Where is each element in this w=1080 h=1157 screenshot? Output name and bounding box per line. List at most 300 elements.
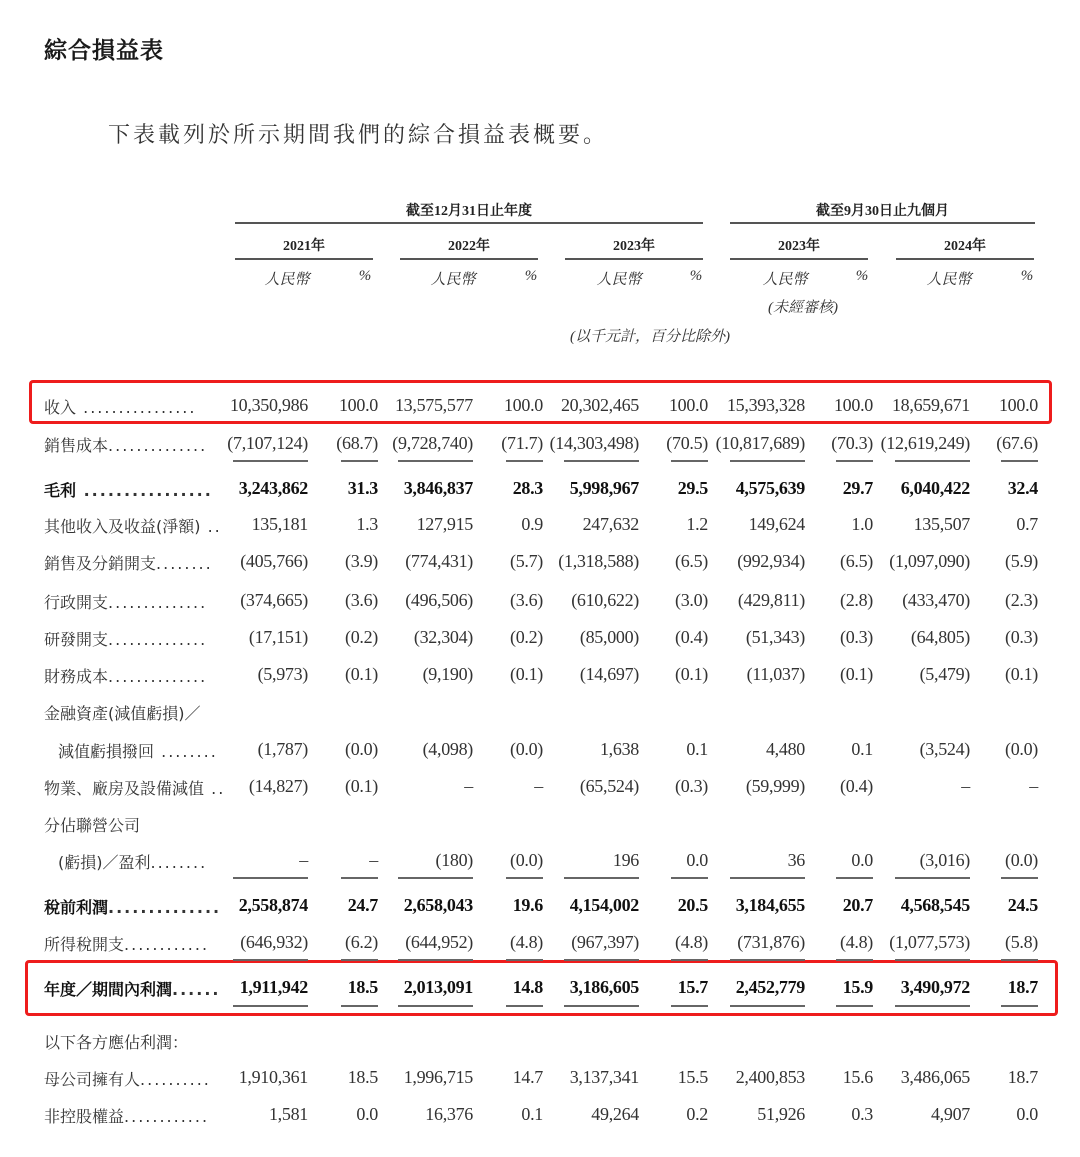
row-label <box>44 977 220 1000</box>
table-row <box>0 433 1080 463</box>
percent-cell: (5.9) <box>1005 551 1038 571</box>
row-label-text: 銷售及分銷開支 <box>44 554 157 573</box>
underline <box>341 460 378 462</box>
percent-cell: (2.3) <box>1005 590 1038 610</box>
percent-cell: (0.3) <box>840 627 873 647</box>
period-header-2021: 2021年 <box>283 239 325 254</box>
row-label-text: 金融資產(減值虧損)／ <box>44 704 201 723</box>
percent-cell: (0.0) <box>345 739 378 759</box>
amount-cell: 13,575,577 <box>394 395 473 415</box>
amount-cell: (5,479) <box>919 664 970 684</box>
percent-cell: (6.5) <box>840 551 873 571</box>
percent-cell: (0.2) <box>345 627 378 647</box>
percent-cell: (6.5) <box>675 551 708 571</box>
amount-cell: (967,397) <box>571 932 639 952</box>
amount-cell: (11,037) <box>746 664 805 684</box>
row-label <box>44 395 196 418</box>
amount-cell: 5,998,967 <box>569 478 639 498</box>
percent-cell: (0.1) <box>840 664 873 684</box>
amount-cell: 18,659,671 <box>891 395 970 415</box>
percent-cell: 0.7 <box>1016 514 1038 534</box>
underline <box>671 877 708 879</box>
amount-cell: (774,431) <box>405 551 473 571</box>
row-label <box>44 932 209 955</box>
percent-cell: (70.5) <box>666 433 708 453</box>
percent-cell: 24.7 <box>347 895 378 915</box>
underline <box>671 959 708 961</box>
percent-cell: 18.7 <box>1007 977 1038 997</box>
percent-cell: 1.0 <box>851 514 873 534</box>
percent-cell: (0.1) <box>510 664 543 684</box>
amount-cell: – <box>299 850 308 870</box>
percent-cell: – <box>534 776 543 796</box>
underline <box>730 1005 805 1007</box>
percent-cell: (3.0) <box>675 590 708 610</box>
amount-cell: (1,318,588) <box>558 551 639 571</box>
amount-cell: 127,915 <box>416 514 473 534</box>
amount-cell: 3,846,837 <box>403 478 473 498</box>
header-annual-group: 截至12月31日止年度 <box>406 204 532 219</box>
amount-cell: (3,016) <box>919 850 970 870</box>
percent-cell: (5.8) <box>1005 932 1038 952</box>
percent-cell: (5.7) <box>510 551 543 571</box>
percent-cell: (3.6) <box>345 590 378 610</box>
header-nine-month-group: 截至9月30日止九個月 <box>816 204 949 219</box>
period-divider <box>235 258 373 260</box>
period-divider <box>730 258 868 260</box>
row-label <box>44 813 140 836</box>
row-label <box>44 1030 188 1053</box>
underline <box>398 959 473 961</box>
amount-cell: 2,400,853 <box>735 1067 805 1087</box>
underline <box>398 460 473 462</box>
amount-cell: 10,350,986 <box>229 395 308 415</box>
row-label-text: 研發開支 <box>44 630 109 649</box>
percent-cell: (0.1) <box>1005 664 1038 684</box>
percent-cell: 28.3 <box>512 478 543 498</box>
amount-cell: (9,728,740) <box>392 433 473 453</box>
table-row <box>0 627 1080 657</box>
amount-cell: 2,452,779 <box>735 977 805 997</box>
row-label <box>44 895 221 918</box>
amount-cell: 4,480 <box>765 739 805 759</box>
amount-cell: (65,524) <box>579 776 639 796</box>
leader-dots: .............. <box>108 593 208 612</box>
row-label <box>44 433 207 456</box>
amount-cell: (496,506) <box>405 590 473 610</box>
amount-cell: 1,911,942 <box>239 977 308 997</box>
amount-cell: (59,999) <box>745 776 805 796</box>
amount-cell: (610,622) <box>571 590 639 610</box>
row-label-text: 收入 <box>44 398 77 417</box>
amount-cell: (14,827) <box>248 776 308 796</box>
percent-cell: (0.4) <box>675 627 708 647</box>
row-label-text: 財務成本 <box>44 667 109 686</box>
amount-cell: – <box>961 776 970 796</box>
percent-cell: (6.2) <box>345 932 378 952</box>
underline <box>730 959 805 961</box>
amount-cell: (1,077,573) <box>889 932 970 952</box>
underline <box>836 959 873 961</box>
percent-label: % <box>524 268 538 284</box>
row-label <box>44 590 207 613</box>
underline <box>506 1005 543 1007</box>
amount-cell: (374,665) <box>240 590 308 610</box>
table-row <box>0 590 1080 620</box>
amount-cell: 1,638 <box>599 739 639 759</box>
percent-label: % <box>1020 268 1034 284</box>
percent-cell: (0.1) <box>345 776 378 796</box>
row-label-text: 分佔聯營公司 <box>44 816 141 835</box>
amount-cell: 2,658,043 <box>403 895 473 915</box>
amount-cell: 196 <box>612 850 639 870</box>
percent-cell: 0.1 <box>521 1104 543 1124</box>
amount-cell: 4,907 <box>930 1104 970 1124</box>
amount-cell: 1,996,715 <box>403 1067 473 1087</box>
amount-cell: (731,876) <box>737 932 805 952</box>
amount-cell: 135,181 <box>251 514 308 534</box>
row-label-text: 所得稅開支 <box>44 935 125 954</box>
amount-cell: 1,910,361 <box>238 1067 308 1087</box>
underline <box>341 877 378 879</box>
amount-cell: (3,524) <box>919 739 970 759</box>
percent-cell: 15.5 <box>677 1067 708 1087</box>
percent-cell: 14.8 <box>512 977 543 997</box>
underline <box>895 959 970 961</box>
header-divider <box>235 222 703 224</box>
amount-cell: 3,184,655 <box>735 895 805 915</box>
amount-cell: 4,154,002 <box>569 895 639 915</box>
amount-cell: 6,040,422 <box>900 478 970 498</box>
percent-cell: (0.0) <box>510 739 543 759</box>
underline <box>836 877 873 879</box>
amount-cell: (51,343) <box>745 627 805 647</box>
table-row <box>0 701 1080 731</box>
period-divider <box>896 258 1034 260</box>
percent-cell: (68.7) <box>336 433 378 453</box>
amount-cell: 1,581 <box>268 1104 308 1124</box>
row-label-text: 行政開支 <box>44 593 109 612</box>
amount-cell: (1,097,090) <box>889 551 970 571</box>
percent-cell: 1.2 <box>686 514 708 534</box>
amount-cell: (14,303,498) <box>549 433 639 453</box>
amount-cell: (17,151) <box>248 627 308 647</box>
percent-cell: 24.5 <box>1007 895 1038 915</box>
percent-cell: (71.7) <box>501 433 543 453</box>
underline <box>341 1005 378 1007</box>
underline <box>895 460 970 462</box>
percent-cell: 1.3 <box>356 514 378 534</box>
amount-cell: 247,632 <box>582 514 639 534</box>
percent-cell: 100.0 <box>998 395 1038 415</box>
leader-dots: .............. <box>108 898 222 917</box>
underline <box>671 1005 708 1007</box>
underline <box>671 460 708 462</box>
table-row <box>0 664 1080 694</box>
underline <box>1001 460 1038 462</box>
amount-cell: 149,624 <box>748 514 805 534</box>
row-label-text: 其他收入及收益(淨額) <box>44 517 201 536</box>
period-divider <box>565 258 703 260</box>
percent-cell: – <box>369 850 378 870</box>
period-header-2022: 2022年 <box>448 239 490 254</box>
amount-cell: (9,190) <box>422 664 473 684</box>
page-title: 綜合損益表 <box>44 38 164 64</box>
underline <box>398 877 473 879</box>
amount-cell: 15,393,328 <box>726 395 805 415</box>
underline <box>895 877 970 879</box>
percent-label: % <box>855 268 869 284</box>
underline <box>730 877 805 879</box>
percent-cell: 19.6 <box>512 895 543 915</box>
percent-cell: 20.7 <box>842 895 873 915</box>
row-label <box>44 776 225 799</box>
units-note: (以千元計，百分比除外) <box>570 329 730 345</box>
underline <box>564 959 639 961</box>
percent-cell: 100.0 <box>668 395 708 415</box>
underline <box>564 460 639 462</box>
leader-dots: .............. <box>108 667 208 686</box>
percent-cell: 0.1 <box>686 739 708 759</box>
percent-cell: (0.0) <box>510 850 543 870</box>
underline <box>233 1005 308 1007</box>
underline <box>506 959 543 961</box>
percent-cell: (0.3) <box>675 776 708 796</box>
leader-dots: ........ <box>154 742 218 761</box>
percent-cell: 0.0 <box>1016 1104 1038 1124</box>
row-label <box>44 551 213 574</box>
percent-cell: (4.8) <box>510 932 543 952</box>
underline <box>1001 1005 1038 1007</box>
amount-cell: (646,932) <box>240 932 308 952</box>
underline <box>398 1005 473 1007</box>
amount-cell: (644,952) <box>405 932 473 952</box>
table-row <box>0 776 1080 806</box>
amount-cell: (405,766) <box>240 551 308 571</box>
row-label <box>44 664 207 687</box>
period-header-2023: 2023年 <box>613 239 655 254</box>
unaudited-note: (未經審核) <box>768 300 838 316</box>
amount-cell: (14,697) <box>579 664 639 684</box>
percent-cell: 18.5 <box>347 977 378 997</box>
row-label-text: 減值虧損撥回 <box>58 742 155 761</box>
row-label-text: 稅前利潤 <box>44 898 109 917</box>
amount-cell: (64,805) <box>910 627 970 647</box>
table-row <box>0 850 1080 880</box>
header-divider <box>730 222 1035 224</box>
table-row <box>0 813 1080 843</box>
currency-label: 人民幣 <box>926 272 972 288</box>
percent-cell: (4.8) <box>675 932 708 952</box>
percent-cell: – <box>1029 776 1038 796</box>
underline <box>836 460 873 462</box>
percent-cell: (0.4) <box>840 776 873 796</box>
amount-cell: 135,507 <box>913 514 970 534</box>
percent-cell: 0.0 <box>686 850 708 870</box>
currency-label: 人民幣 <box>264 272 310 288</box>
leader-dots: .......... <box>140 1070 211 1089</box>
row-label-text: (虧損)／盈利 <box>58 853 151 872</box>
percent-cell: (0.1) <box>675 664 708 684</box>
table-row <box>0 1104 1080 1134</box>
intro-text: 下表載列於所示期間我們的綜合損益表概要。 <box>108 123 609 148</box>
amount-cell: 51,926 <box>757 1104 805 1124</box>
percent-cell: 29.5 <box>677 478 708 498</box>
row-label <box>44 478 213 501</box>
table-row <box>0 932 1080 962</box>
leader-dots: .............. <box>108 436 208 455</box>
amount-cell: 3,243,862 <box>238 478 308 498</box>
percent-cell: (3.9) <box>345 551 378 571</box>
amount-cell: 16,376 <box>425 1104 473 1124</box>
currency-label: 人民幣 <box>762 272 808 288</box>
percent-cell: 0.1 <box>851 739 873 759</box>
table-row <box>0 551 1080 581</box>
underline <box>233 460 308 462</box>
percent-cell: 31.3 <box>347 478 378 498</box>
row-label-text: 以下各方應佔利潤： <box>44 1033 189 1052</box>
table-row <box>0 739 1080 769</box>
table-row <box>0 1030 1080 1060</box>
amount-cell: (433,470) <box>902 590 970 610</box>
underline <box>506 460 543 462</box>
percent-cell: (70.3) <box>831 433 873 453</box>
row-label <box>44 1067 211 1090</box>
percent-cell: (67.6) <box>996 433 1038 453</box>
percent-cell: 18.7 <box>1007 1067 1038 1087</box>
leader-dots: ........ <box>156 554 213 573</box>
row-label-text: 物業、廠房及設備減值 <box>44 779 205 798</box>
amount-cell: (4,098) <box>422 739 473 759</box>
table-row <box>0 395 1080 425</box>
leader-dots: ...... <box>172 980 221 999</box>
amount-cell: (7,107,124) <box>227 433 308 453</box>
table-row <box>0 514 1080 544</box>
amount-cell: 3,186,605 <box>569 977 639 997</box>
percent-cell: 0.3 <box>851 1104 873 1124</box>
percent-cell: 0.0 <box>356 1104 378 1124</box>
amount-cell: 49,264 <box>591 1104 639 1124</box>
underline <box>564 1005 639 1007</box>
percent-cell: 20.5 <box>677 895 708 915</box>
amount-cell: (1,787) <box>257 739 308 759</box>
percent-cell: 100.0 <box>503 395 543 415</box>
amount-cell: 4,568,545 <box>900 895 970 915</box>
row-label <box>58 850 207 873</box>
underline <box>233 959 308 961</box>
amount-cell: (429,811) <box>737 590 805 610</box>
row-label <box>44 627 207 650</box>
percent-cell: 0.9 <box>521 514 543 534</box>
underline <box>730 460 805 462</box>
amount-cell: 3,137,341 <box>569 1067 639 1087</box>
underline <box>233 877 308 879</box>
currency-label: 人民幣 <box>596 272 642 288</box>
amount-cell: 4,575,639 <box>735 478 805 498</box>
percent-label: % <box>689 268 703 284</box>
percent-cell: 15.6 <box>842 1067 873 1087</box>
percent-cell: (0.3) <box>1005 627 1038 647</box>
leader-dots: .. <box>200 517 222 536</box>
amount-cell: (10,817,689) <box>715 433 805 453</box>
percent-cell: 100.0 <box>833 395 873 415</box>
row-label-text: 非控股權益 <box>44 1107 125 1126</box>
amount-cell: 20,302,465 <box>560 395 639 415</box>
percent-cell: (0.2) <box>510 627 543 647</box>
table-row <box>0 977 1080 1007</box>
leader-dots: .............. <box>108 630 208 649</box>
amount-cell: 3,486,065 <box>900 1067 970 1087</box>
amount-cell: – <box>464 776 473 796</box>
table-row <box>0 1067 1080 1097</box>
table-row <box>0 478 1080 508</box>
amount-cell: 2,013,091 <box>403 977 473 997</box>
percent-cell: (3.6) <box>510 590 543 610</box>
row-label <box>44 514 222 537</box>
percent-cell: (4.8) <box>840 932 873 952</box>
amount-cell: 3,490,972 <box>900 977 970 997</box>
percent-cell: 32.4 <box>1007 478 1038 498</box>
amount-cell: (85,000) <box>579 627 639 647</box>
amount-cell: 36 <box>787 850 805 870</box>
amount-cell: (12,619,249) <box>880 433 970 453</box>
underline <box>895 1005 970 1007</box>
percent-cell: 15.7 <box>677 977 708 997</box>
leader-dots: ............ <box>124 1107 210 1126</box>
leader-dots: .. <box>204 779 226 798</box>
period-header-9m-2023: 2023年 <box>778 239 820 254</box>
percent-cell: (2.8) <box>840 590 873 610</box>
period-header-9m-2024: 2024年 <box>944 239 986 254</box>
percent-cell: (0.1) <box>345 664 378 684</box>
row-label-text: 母公司擁有人 <box>44 1070 141 1089</box>
percent-cell: (0.0) <box>1005 739 1038 759</box>
percent-cell: 100.0 <box>338 395 378 415</box>
underline <box>836 1005 873 1007</box>
percent-cell: 14.7 <box>512 1067 543 1087</box>
amount-cell: 2,558,874 <box>238 895 308 915</box>
row-label <box>58 739 218 762</box>
underline <box>1001 877 1038 879</box>
table-row <box>0 895 1080 925</box>
percent-cell: 29.7 <box>842 478 873 498</box>
percent-cell: 18.5 <box>347 1067 378 1087</box>
row-label-text: 毛利 <box>44 481 77 500</box>
currency-label: 人民幣 <box>430 272 476 288</box>
row-label <box>44 1104 209 1127</box>
amount-cell: (180) <box>435 850 473 870</box>
leader-dots: ................ <box>76 481 213 500</box>
percent-cell: 0.2 <box>686 1104 708 1124</box>
underline <box>1001 959 1038 961</box>
row-label-text: 年度／期間內利潤 <box>44 980 173 999</box>
amount-cell: (5,973) <box>257 664 308 684</box>
underline <box>341 959 378 961</box>
amount-cell: (992,934) <box>737 551 805 571</box>
row-label-text: 銷售成本 <box>44 436 109 455</box>
underline <box>564 877 639 879</box>
percent-label: % <box>358 268 372 284</box>
amount-cell: (32,304) <box>413 627 473 647</box>
underline <box>506 877 543 879</box>
leader-dots: ............ <box>124 935 210 954</box>
row-label <box>44 701 201 724</box>
percent-cell: 15.9 <box>842 977 873 997</box>
period-divider <box>400 258 538 260</box>
percent-cell: 0.0 <box>851 850 873 870</box>
leader-dots: ................ <box>76 398 197 417</box>
percent-cell: (0.0) <box>1005 850 1038 870</box>
